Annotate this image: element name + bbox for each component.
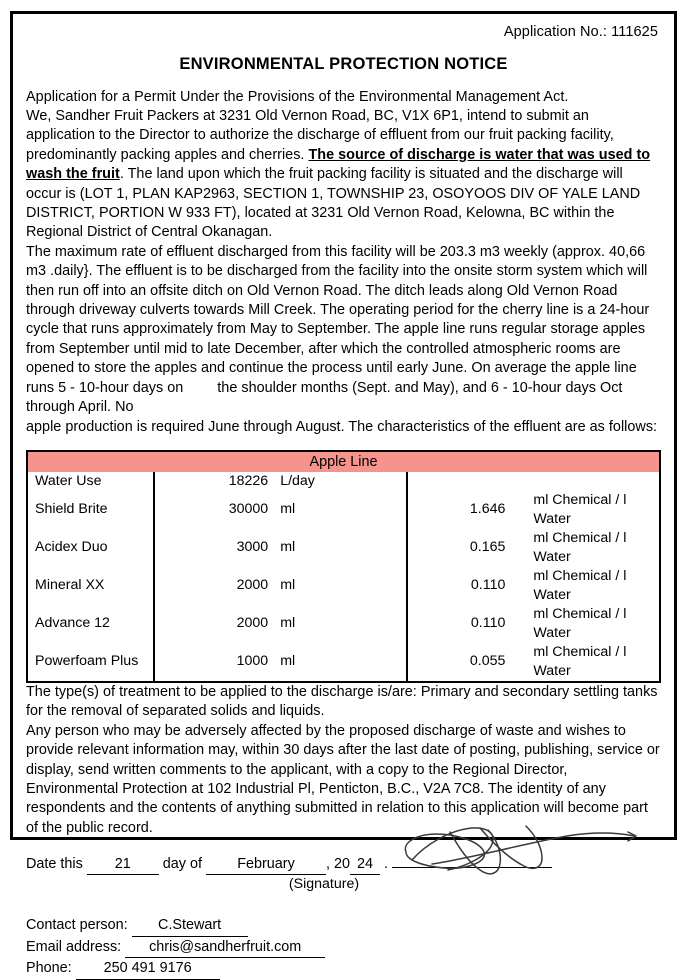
- cell-name: Powerfoam Plus: [35, 653, 139, 670]
- table-row: [27, 643, 660, 682]
- cell-unit: ml: [280, 577, 296, 594]
- contact-email-row: [26, 937, 661, 959]
- contact-phone-row: [26, 958, 661, 980]
- table-row: [27, 529, 660, 567]
- signature-caption: (Signature): [288, 876, 360, 893]
- contact-phone-label: Phone:: [26, 960, 72, 977]
- paragraph-2-part-a: The maximum rate of effluent discharged from this facility will be 203.3 m3 weekly (approx. 40,66 m3 .daily}. The effluent is to be discharged from the facility into the onsite storm system which will then run off into an offsite ditch on Old Vernon Road. The ditch leads along Old Vernon Road through driveway culverts towards Mill Creek. The operating period for the cherry line is a 24-hour cycle that runs approximately from May to September. The apple line runs regular storage apples from September until mid to late December, after which the controlled atmospheric rooms are opened to store the apples and continue the process until early June. On average the apple line runs 5 - 10-hour days on: [26, 243, 650, 396]
- paragraph-1-part-a: We, Sandher Fruit Packers at 3231 Old Vernon Road, BC, V1X 6P1, intend to submit an application to the Director to authorize the discharge of effluent from our fruit packing facility, predominantly packing apples and cherries.: [26, 108, 614, 163]
- table-row: [27, 491, 660, 529]
- cell-name: Advance 12: [35, 615, 110, 632]
- paragraph-treatment-types: The type(s) of treatment to be applied to the discharge is/are: Primary and secondary settling tanks for the removal of separated solids and liquids.: [26, 683, 658, 720]
- cell-description: ml Chemical / l Water: [533, 643, 627, 679]
- application-number: Application No.: 111625: [503, 24, 658, 40]
- cell-name: Water Use: [35, 472, 102, 489]
- contact-person-label: Contact person:: [26, 917, 128, 934]
- discharge-source-emphasis: The source of discharge is water that was used to wash the fruit: [26, 146, 651, 183]
- cell-description: ml Chemical / l Water: [533, 605, 627, 641]
- table-header-row: [27, 451, 660, 472]
- paragraph-2-part-b: the shoulder months (Sept. and May), and 6 - 10-hour days Oct through April. No: [26, 379, 623, 416]
- cell-name: Acidex Duo: [35, 539, 108, 556]
- table-row: [27, 567, 660, 605]
- contact-phone-field[interactable]: 250 491 9176: [76, 958, 220, 980]
- cell-ratio: 1.646: [407, 491, 534, 529]
- page-title: ENVIRONMENTAL PROTECTION NOTICE: [179, 55, 508, 73]
- paragraph-applicant-details: [26, 107, 661, 243]
- apple-line-table: [26, 450, 661, 683]
- cell-name: Shield Brite: [35, 501, 108, 518]
- table-title-apple-line: Apple Line: [27, 451, 660, 472]
- cell-quantity: 2000: [154, 567, 281, 605]
- cell-ratio: 0.055: [407, 643, 534, 682]
- cell-quantity: 2000: [154, 605, 281, 643]
- cell-quantity: 1000: [154, 643, 281, 682]
- cell-description: ml Chemical / l Water: [533, 567, 627, 603]
- cell-ratio: 0.110: [407, 605, 534, 643]
- cell-description: [533, 472, 660, 491]
- paragraph-1-part-b: . The land upon which the fruit packing facility is situated and the discharge will occur is (LOT 1, PLAN KAP2963, SECTION 1, TOWNSHIP 23, OSOYOOS DIV OF YALE LAND DISTRICT, PORTION W 933 FT), located at 3231 Old Vernon Road, Kelowna, BC within the Regional District of Central Okanagan.: [26, 166, 641, 241]
- cell-quantity: 18226: [154, 472, 281, 491]
- date-prefix-label: Date this: [26, 856, 83, 873]
- cell-unit: ml: [280, 615, 296, 632]
- paragraph-discharge-rate: [26, 243, 661, 418]
- document-subtitle: Application for a Permit Under the Provisions of the Environmental Management Act.: [26, 89, 569, 105]
- cell-ratio: [407, 472, 534, 491]
- cell-quantity: 3000: [154, 529, 281, 567]
- month-field[interactable]: February: [206, 854, 326, 875]
- contact-email-field[interactable]: chris@sandherfruit.com: [125, 937, 325, 959]
- table-head: [27, 451, 660, 472]
- cell-name: Mineral XX: [35, 577, 105, 594]
- paragraph-effluent-characteristics: apple production is required June through August. The characteristics of the effluent are as follows:: [26, 418, 658, 435]
- table-row: [27, 605, 660, 643]
- cell-quantity: 30000: [154, 491, 281, 529]
- cell-description: ml Chemical / l Water: [533, 491, 627, 527]
- cell-unit: ml: [280, 653, 296, 670]
- table-row: [27, 472, 660, 491]
- cell-unit: L/day: [280, 472, 315, 489]
- cell-unit: ml: [280, 539, 296, 556]
- year-prefix-label: , 20: [326, 856, 351, 873]
- apple-line-table-wrap: [26, 450, 661, 683]
- cell-description: ml Chemical / l Water: [533, 529, 627, 565]
- table-body: [27, 472, 660, 682]
- contact-person-row: [26, 915, 661, 937]
- day-field[interactable]: 21: [87, 854, 159, 875]
- notice-page: [10, 11, 677, 977]
- year-field[interactable]: 24: [350, 854, 380, 875]
- cell-ratio: 0.165: [407, 529, 534, 567]
- signature-field[interactable]: [392, 867, 552, 868]
- day-of-label: day of: [162, 856, 202, 873]
- page-content: [13, 14, 674, 977]
- period-label: .: [384, 856, 389, 873]
- cell-unit: ml: [280, 501, 296, 518]
- date-signature-line: [26, 854, 661, 875]
- cell-ratio: 0.110: [407, 567, 534, 605]
- contact-block: [26, 915, 661, 980]
- paragraph-public-comment: Any person who may be adversely affected by the proposed discharge of waste and wishes to provide relevant information may, within 30 days after the last date of posting, publishing, service or display, send written comments to the applicant, with a copy to the Regional Director, Environmental Protection at 102 Industrial Pl, Penticton, B.C., V2A 7C8. The identity of any respondents and the contents of anything submitted in relation to this application will become part of the public record.: [26, 722, 660, 836]
- contact-person-field[interactable]: C.Stewart: [132, 915, 248, 937]
- contact-email-label: Email address:: [26, 938, 122, 955]
